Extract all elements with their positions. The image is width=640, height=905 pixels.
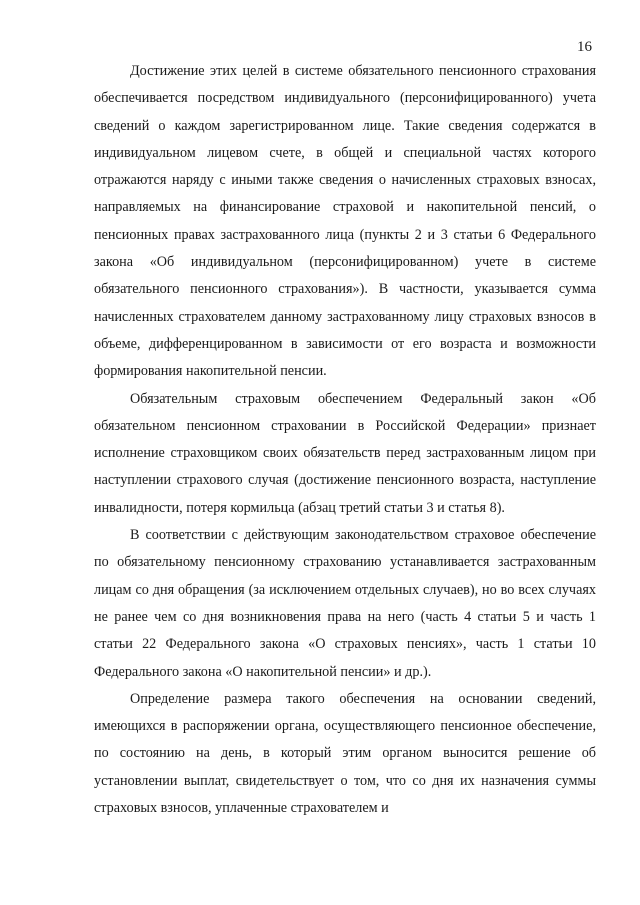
page-number: 16 [577, 39, 592, 55]
paragraph-1: Достижение этих целей в системе обязательного пенсионного страхования обеспечивается посредством индивидуального (персонифицированного) учета сведений о каждом зарегистрированном лице. Такие сведения содержатся в индивидуальном лицевом счете, в общей и специальной частях которого отражаются наряду с иными также сведения о начисленных страховых взносах, направляемых на финансирование страховой и накопительной пенсий, о пенсионных правах застрахованного лица (пункты 2 и 3 статьи 6 Федерального закона «Об индивидуальном (персонифицированном) учете в системе обязательного пенсионного страхования»). В частности, указывается сумма начисленных страхователем данному застрахованному лицу страховых взносов в объеме, дифференцированном в зависимости от его возраста и возможности формирования накопительной пенсии. [94, 63, 596, 380]
paragraph-3: В соответствии с действующим законодательством страховое обеспечение по обязательному пенсионному страхованию устанавливается застрахованным лицам со дня обращения (за исключением отдельных случаев), но во всех случаях не ранее чем со дня возникновения права на него (часть 4 статьи 5 и часть 1 статьи 22 Федерального закона «О страховых пенсиях», часть 1 статьи 10 Федерального закона «О накопительной пенсии» и др.). [94, 527, 596, 680]
paragraph-4: Определение размера такого обеспечения на основании сведений, имеющихся в распоряжении органа, осуществляющего пенсионное обеспечение, по состоянию на день, в который этим органом выносится решение об установлении выплат, свидетельствует о том, что со дня их назначения суммы страховых взносов, уплаченные страхователем и [94, 690, 596, 817]
body-text [94, 58, 596, 822]
paragraph-2: Обязательным страховым обеспечением Федеральный закон «Об обязательном пенсионном страховании в Российской Федерации» признает исполнение страховщиком своих обязательств перед застрахованным лицом при наступлении страхового случая (достижение пенсионного возраста, наступление инвалидности, потеря кормильца (абзац третий статьи 3 и статья 8). [94, 390, 596, 516]
